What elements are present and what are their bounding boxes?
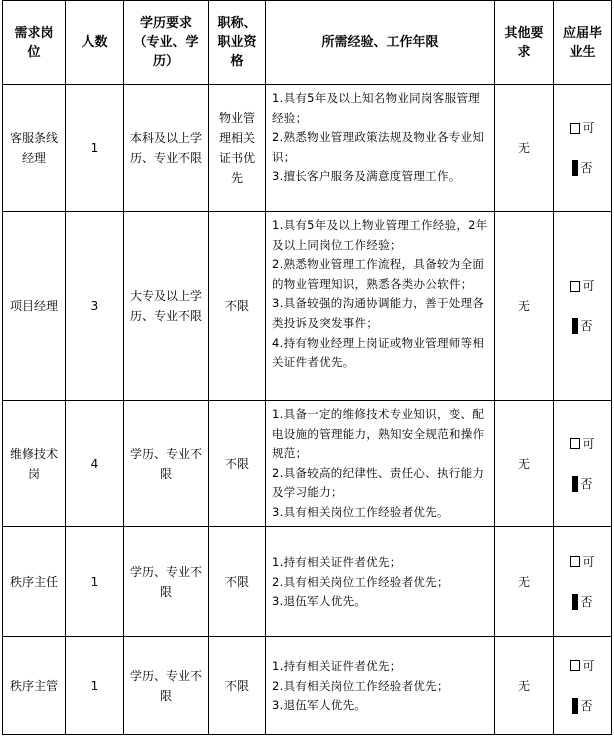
checkbox-empty-icon	[570, 281, 580, 292]
requirement-item: 3.退伍军人优先。	[272, 698, 367, 713]
position-cell: 秩序主任	[3, 527, 66, 637]
position-cell: 项目经理	[3, 212, 66, 401]
position-cell: 客服条线经理	[3, 85, 66, 212]
graduate-cell	[554, 527, 612, 637]
requirement-item: 2.具有相关岗位工作经验者优先；	[272, 678, 449, 693]
checkbox-empty-icon	[570, 556, 580, 567]
header-title-cert: 职称、职业资格	[209, 1, 266, 85]
title-cert-cell: 不限	[209, 527, 266, 637]
checkbox-filled-icon	[572, 476, 578, 492]
education-cell: 本科及以上学历、专业不限	[124, 85, 209, 212]
graduate-option-yes[interactable]: 可	[554, 117, 611, 139]
requirement-item: 4.持有物业经理上岗证或物业管理师等相关证件者优先。	[272, 335, 485, 370]
recruitment-table	[2, 0, 612, 735]
checkbox-empty-icon	[570, 123, 580, 134]
header-position: 需求岗位	[3, 1, 66, 85]
checkbox-filled-icon	[572, 318, 578, 334]
requirements-cell	[266, 637, 495, 735]
graduate-option-no[interactable]: 否	[554, 315, 611, 337]
requirement-item: 2.熟悉物业管理工作流程，具备较为全面的物业管理知识，熟悉各类办公软件；	[272, 257, 485, 291]
checkbox-filled-icon	[572, 160, 578, 176]
requirement-item: 2.具有相关岗位工作经验者优先；	[272, 574, 449, 589]
graduate-cell	[554, 637, 612, 735]
requirement-item: 3.具有相关岗位工作经验者优先。	[272, 504, 449, 519]
education-cell: 学历、专业不限	[124, 527, 209, 637]
graduate-option-no[interactable]: 否	[554, 473, 611, 495]
checkbox-empty-icon	[570, 438, 580, 449]
graduate-cell	[554, 85, 612, 212]
requirement-item: 2.具备较高的纪律性、责任心、执行能力及学习能力；	[272, 465, 485, 500]
position-cell: 秩序主管	[3, 637, 66, 735]
requirement-item: 1.具有5年及以上知名物业同岗客服管理经验；	[272, 91, 480, 125]
header-row	[3, 1, 612, 85]
graduate-option-no[interactable]: 否	[554, 157, 611, 179]
other-cell: 无	[495, 527, 554, 637]
requirement-item: 1.具有5年及以上物业管理工作经验，2年及以上同岗位工作经验；	[272, 218, 488, 252]
graduate-option-yes[interactable]: 可	[554, 275, 611, 297]
requirement-item: 3.擅长客户服务及满意度管理工作。	[272, 169, 461, 184]
requirements-cell	[266, 401, 495, 527]
education-cell: 学历、专业不限	[124, 401, 209, 527]
position-cell: 维修技术岗	[3, 401, 66, 527]
table-row	[3, 527, 612, 637]
graduate-option-yes[interactable]: 可	[554, 655, 611, 677]
title-cert-cell: 不限	[209, 637, 266, 735]
graduate-option-yes[interactable]: 可	[554, 433, 611, 455]
checkbox-filled-icon	[572, 594, 578, 610]
header-other: 其他要求	[495, 1, 554, 85]
table-row	[3, 85, 612, 212]
requirement-item: 3.具备较强的沟通协调能力，善于处理各类投诉及突发事件；	[272, 296, 485, 330]
other-cell: 无	[495, 401, 554, 527]
checkbox-empty-icon	[570, 660, 580, 671]
count-cell: 3	[66, 212, 124, 401]
count-cell: 1	[66, 85, 124, 212]
header-count: 人数	[66, 1, 124, 85]
graduate-option-no[interactable]: 否	[554, 695, 611, 717]
education-cell: 大专及以上学历、专业不限	[124, 212, 209, 401]
header-experience: 所需经验、工作年限	[266, 1, 495, 85]
title-cert-cell: 不限	[209, 212, 266, 401]
title-cert-cell: 物业管理相关证书优先	[209, 85, 266, 212]
checkbox-filled-icon	[572, 698, 578, 714]
requirement-item: 2.熟悉物业管理政策法规及物业各专业知识；	[272, 130, 485, 164]
graduate-option-yes[interactable]: 可	[554, 551, 611, 573]
other-cell: 无	[495, 85, 554, 212]
header-education: 学历要求（专业、学历）	[124, 1, 209, 85]
header-graduate: 应届毕业生	[554, 1, 612, 85]
table-row	[3, 637, 612, 735]
requirement-item: 1.持有相关证件者优先；	[272, 555, 402, 570]
requirement-item: 1.持有相关证件者优先；	[272, 659, 402, 674]
other-cell: 无	[495, 637, 554, 735]
table-row	[3, 401, 612, 527]
requirement-item: 1.具备一定的维修技术专业知识，变、配电设施的管理能力，熟知安全规范和操作规范；	[272, 407, 485, 461]
requirement-item: 3.退伍军人优先。	[272, 594, 367, 609]
other-cell: 无	[495, 212, 554, 401]
graduate-cell	[554, 401, 612, 527]
graduate-option-no[interactable]: 否	[554, 591, 611, 613]
table-row	[3, 212, 612, 401]
requirements-cell	[266, 85, 495, 212]
requirements-cell	[266, 212, 495, 401]
graduate-cell	[554, 212, 612, 401]
count-cell: 4	[66, 401, 124, 527]
title-cert-cell: 不限	[209, 401, 266, 527]
count-cell: 1	[66, 527, 124, 637]
education-cell: 学历、专业不限	[124, 637, 209, 735]
count-cell: 1	[66, 637, 124, 735]
requirements-cell	[266, 527, 495, 637]
